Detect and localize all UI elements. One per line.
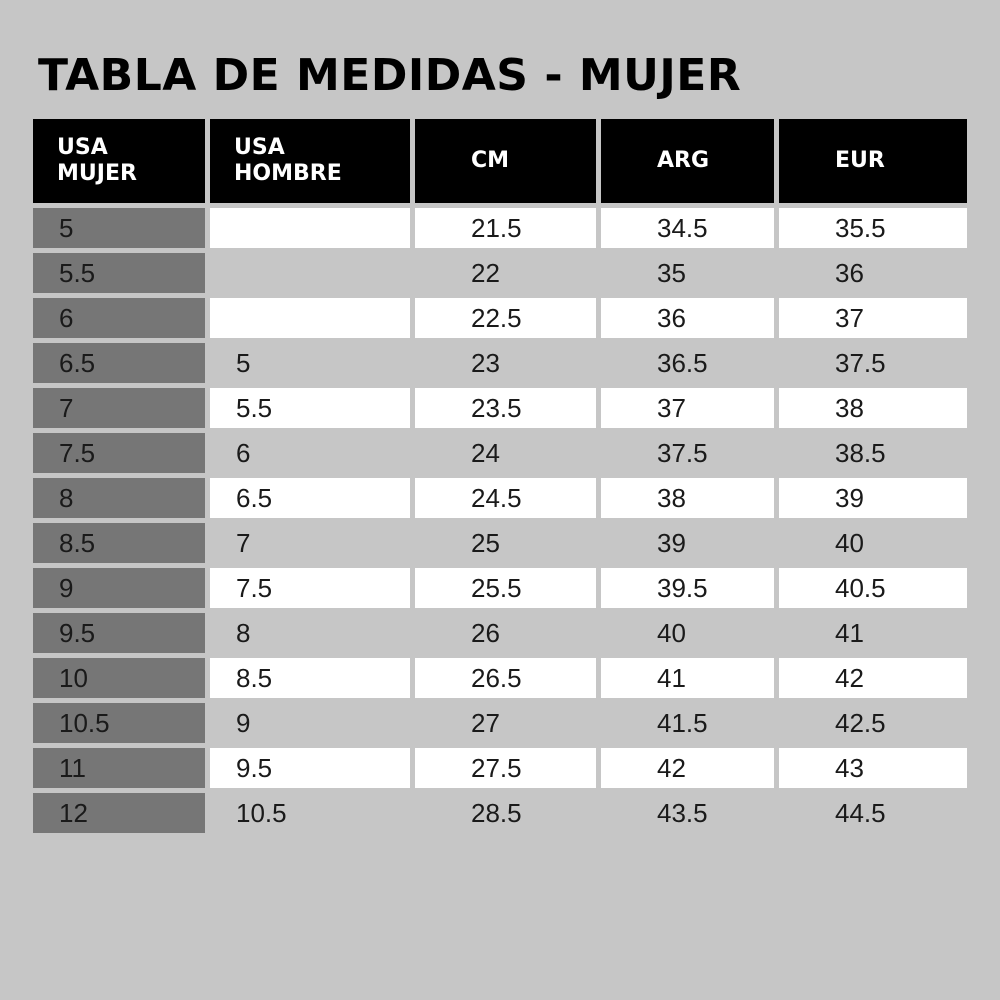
header-label: EUR bbox=[835, 148, 885, 173]
cell-usa-mujer: 9.5 bbox=[33, 613, 205, 653]
cell-eur: 38 bbox=[779, 388, 967, 428]
cell-eur: 40.5 bbox=[779, 568, 967, 608]
cell-eur: 42 bbox=[779, 658, 967, 698]
header-label: USA bbox=[234, 135, 285, 160]
cell-cm: 28.5 bbox=[471, 797, 522, 828]
cell-usa-mujer: 10.5 bbox=[33, 703, 205, 743]
cell-cm: 24 bbox=[471, 437, 500, 468]
size-table bbox=[33, 119, 967, 833]
cell-usa-hombre bbox=[210, 208, 410, 248]
cell-arg: 41.5 bbox=[657, 707, 708, 738]
cell-eur: 41 bbox=[835, 617, 864, 648]
cell-arg: 39.5 bbox=[601, 568, 774, 608]
cell-usa-hombre: 8 bbox=[236, 617, 251, 648]
cell-eur: 44.5 bbox=[835, 797, 886, 828]
cell-cm: 25 bbox=[471, 527, 500, 558]
cell-arg: 36.5 bbox=[657, 347, 708, 378]
cell-cm: 26.5 bbox=[415, 658, 596, 698]
cell-cm: 24.5 bbox=[415, 478, 596, 518]
cell-usa-hombre: 5.5 bbox=[210, 388, 410, 428]
cell-usa-hombre: 10.5 bbox=[236, 797, 287, 828]
header-label: CM bbox=[471, 148, 510, 173]
cell-usa-mujer: 8 bbox=[33, 478, 205, 518]
cell-arg: 39 bbox=[657, 527, 686, 558]
cell-eur: 35.5 bbox=[779, 208, 967, 248]
cell-usa-hombre: 7.5 bbox=[210, 568, 410, 608]
cell-usa-mujer: 7.5 bbox=[33, 433, 205, 473]
cell-usa-mujer: 5 bbox=[33, 208, 205, 248]
header-label: HOMBRE bbox=[234, 161, 342, 186]
cell-eur: 37 bbox=[779, 298, 967, 338]
cell-arg: 38 bbox=[601, 478, 774, 518]
cell-arg: 37.5 bbox=[657, 437, 708, 468]
cell-cm: 27 bbox=[471, 707, 500, 738]
cell-eur: 39 bbox=[779, 478, 967, 518]
cell-cm: 25.5 bbox=[415, 568, 596, 608]
cell-cm: 22 bbox=[471, 257, 500, 288]
header-arg bbox=[601, 119, 774, 203]
cell-arg: 37 bbox=[601, 388, 774, 428]
cell-usa-mujer: 7 bbox=[33, 388, 205, 428]
cell-cm: 26 bbox=[471, 617, 500, 648]
header-usa-hombre bbox=[210, 119, 410, 203]
cell-usa-mujer: 8.5 bbox=[33, 523, 205, 563]
cell-usa-hombre: 7 bbox=[236, 527, 251, 558]
cell-arg: 40 bbox=[657, 617, 686, 648]
cell-eur: 38.5 bbox=[835, 437, 886, 468]
cell-usa-hombre: 6.5 bbox=[210, 478, 410, 518]
cell-eur: 42.5 bbox=[835, 707, 886, 738]
cell-usa-mujer: 5.5 bbox=[33, 253, 205, 293]
cell-usa-hombre bbox=[210, 298, 410, 338]
cell-usa-mujer: 11 bbox=[33, 748, 205, 788]
cell-usa-hombre bbox=[210, 253, 410, 293]
cell-arg: 35 bbox=[657, 257, 686, 288]
cell-usa-mujer: 6.5 bbox=[33, 343, 205, 383]
header-label: USA bbox=[57, 135, 108, 160]
page-title: TABLA DE MEDIDAS - MUJER bbox=[38, 50, 742, 101]
cell-usa-mujer: 10 bbox=[33, 658, 205, 698]
cell-usa-mujer: 6 bbox=[33, 298, 205, 338]
cell-usa-hombre: 9.5 bbox=[210, 748, 410, 788]
header-cm bbox=[415, 119, 596, 203]
header-usa-mujer bbox=[33, 119, 205, 203]
cell-arg: 41 bbox=[601, 658, 774, 698]
cell-usa-mujer: 12 bbox=[33, 793, 205, 833]
header-eur bbox=[779, 119, 967, 203]
header-label: ARG bbox=[657, 148, 710, 173]
cell-eur: 36 bbox=[835, 257, 864, 288]
cell-arg: 34.5 bbox=[601, 208, 774, 248]
cell-cm: 23 bbox=[471, 347, 500, 378]
cell-cm: 22.5 bbox=[415, 298, 596, 338]
cell-usa-hombre: 6 bbox=[236, 437, 251, 468]
cell-usa-hombre: 5 bbox=[236, 347, 251, 378]
header-label: MUJER bbox=[57, 161, 137, 186]
cell-arg: 42 bbox=[601, 748, 774, 788]
cell-arg: 36 bbox=[601, 298, 774, 338]
cell-cm: 23.5 bbox=[415, 388, 596, 428]
cell-eur: 37.5 bbox=[835, 347, 886, 378]
cell-arg: 43.5 bbox=[657, 797, 708, 828]
cell-eur: 43 bbox=[779, 748, 967, 788]
cell-cm: 27.5 bbox=[415, 748, 596, 788]
cell-usa-mujer: 9 bbox=[33, 568, 205, 608]
cell-cm: 21.5 bbox=[415, 208, 596, 248]
cell-usa-hombre: 9 bbox=[236, 707, 251, 738]
cell-usa-hombre: 8.5 bbox=[210, 658, 410, 698]
cell-eur: 40 bbox=[835, 527, 864, 558]
